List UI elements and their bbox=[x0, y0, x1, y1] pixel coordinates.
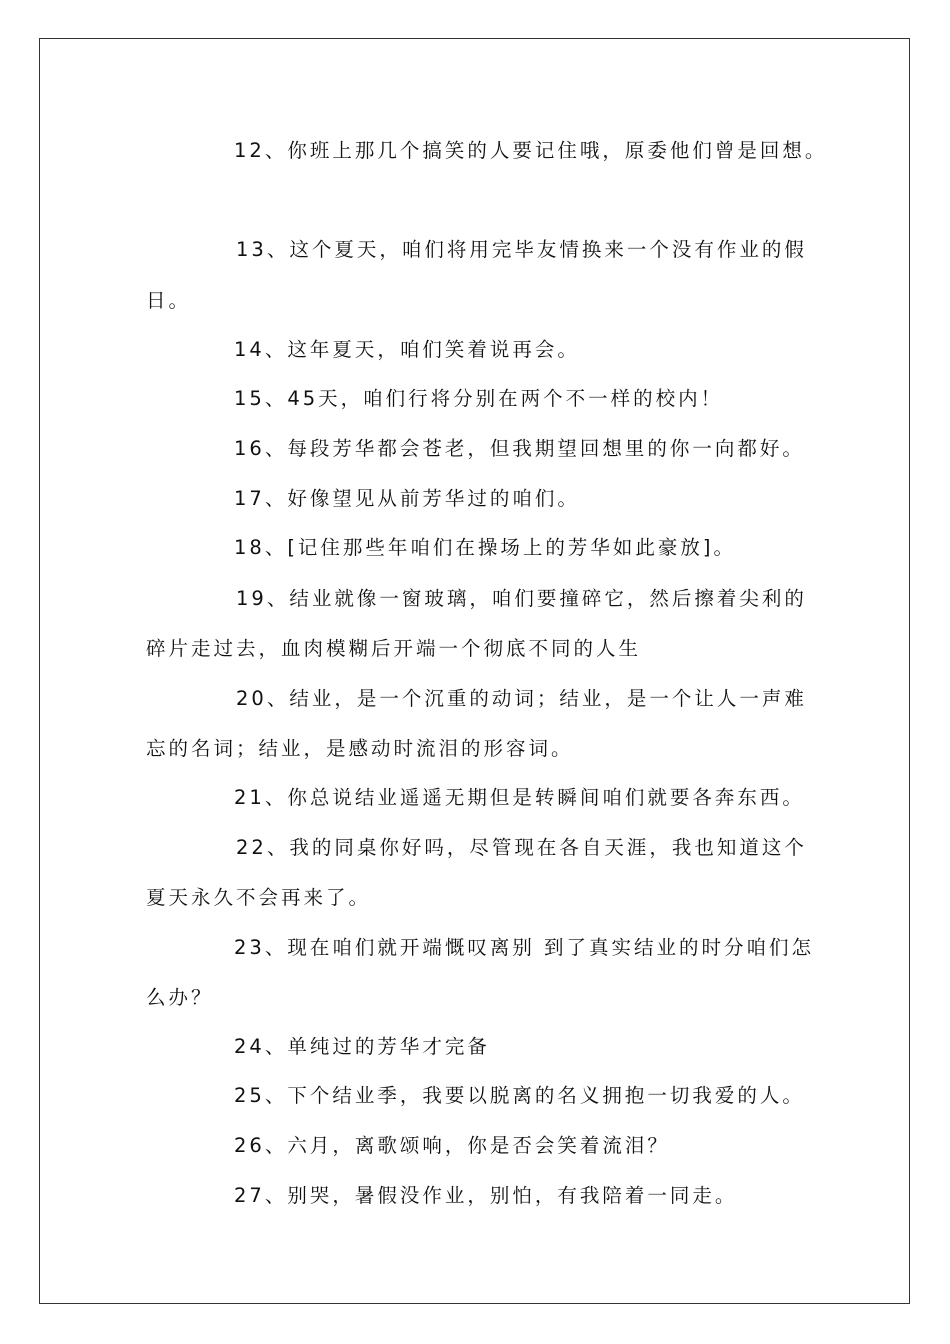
text-line-19-cont: 碎片走过去，血肉模糊后开端一个彻底不同的人生 bbox=[146, 637, 642, 660]
text-line-18: 18、[记住那些年咱们在操场上的芳华如此豪放]。 bbox=[234, 536, 737, 559]
text-line-23-cont: 么办？ bbox=[146, 986, 214, 1009]
text-line-16: 16、每段芳华都会苍老，但我期望回想里的你一向都好。 bbox=[234, 437, 805, 460]
text-line-21: 21、你总说结业遥遥无期但是转瞬间咱们就要各奔东西。 bbox=[234, 786, 805, 809]
text-line-19: 19、结业就像一窗玻璃，咱们要撞碎它，然后擦着尖利的 bbox=[236, 587, 807, 610]
page-border bbox=[39, 38, 910, 1304]
text-line-27: 27、别哭，暑假没作业，别怕，有我陪着一同走。 bbox=[234, 1184, 738, 1207]
text-line-22: 22、我的同桌你好吗，尽管现在各自天涯，我也知道这个 bbox=[236, 836, 807, 859]
text-line-17: 17、好像望见从前芳华过的咱们。 bbox=[234, 487, 580, 510]
text-line-12: 12、你班上那几个搞笑的人要记住哦，原委他们曾是回想。 bbox=[234, 139, 828, 162]
text-line-20-cont: 忘的名词；结业，是感动时流泪的形容词。 bbox=[146, 737, 574, 760]
text-line-23: 23、现在咱们就开端慨叹离别 到了真实结业的时分咱们怎 bbox=[234, 936, 815, 959]
text-line-13-cont: 日。 bbox=[146, 289, 192, 312]
text-line-20: 20、结业，是一个沉重的动词；结业，是一个让人一声难 bbox=[236, 687, 807, 710]
text-line-15: 15、45天，咱们行将分别在两个不一样的校内！ bbox=[234, 387, 724, 410]
text-line-13: 13、这个夏天，咱们将用完毕友情换来一个没有作业的假 bbox=[236, 238, 807, 261]
text-line-24: 24、单纯过的芳华才完备 bbox=[234, 1035, 490, 1058]
text-line-14: 14、这年夏天，咱们笑着说再会。 bbox=[234, 338, 580, 361]
text-line-26: 26、六月，离歌颂响，你是否会笑着流泪？ bbox=[234, 1134, 670, 1157]
text-line-25: 25、下个结业季，我要以脱离的名义拥抱一切我爱的人。 bbox=[234, 1084, 805, 1107]
text-line-22-cont: 夏天永久不会再来了。 bbox=[146, 886, 372, 909]
